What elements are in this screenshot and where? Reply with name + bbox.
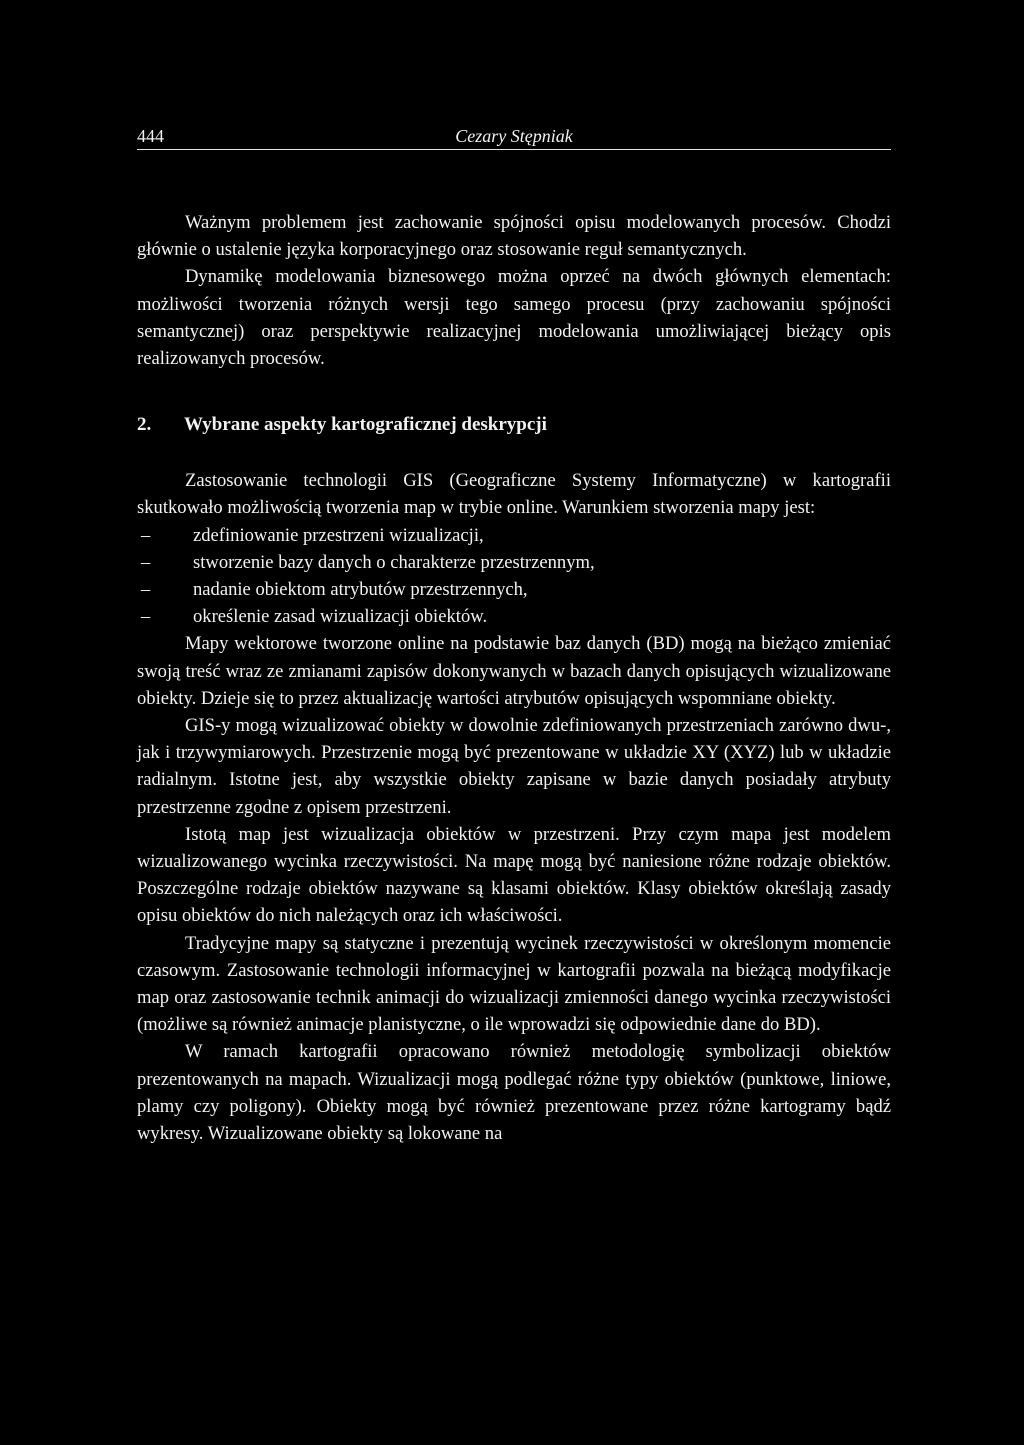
paragraph: GIS-y mogą wizualizować obiekty w dowolnie zdefiniowanych przestrzeniach zarówno dwu-, jak i trzywymiarowych. Przestrzenie mogą być prezentowane w układzie XY (XYZ) lub w układzie radialnym. Istotne jest, aby wszystkie obiekty zapisane w bazie danych posiadały atrybuty przestrzenne zgodne z opisem przestrzeni. [137, 715, 891, 818]
section-body [137, 467, 891, 1147]
running-head: Cezary Stępniak [455, 126, 573, 146]
page-header [137, 123, 891, 150]
section-title: Wybrane aspekty kartograficznej deskrypcji [184, 414, 547, 436]
section-number: 2. [137, 414, 152, 436]
list-item: – nadanie obiektom atrybutów przestrzennych, [137, 576, 891, 603]
paragraph: Zastosowanie technologii GIS (Geograficzne Systemy Informatyczne) w kartografii skutkowało możliwością tworzenia map w trybie online. Warunkiem stworzenia mapy jest: [137, 470, 891, 519]
document-page [137, 123, 891, 1147]
page-number: 444 [137, 126, 164, 146]
paragraph: Istotą map jest wizualizacja obiektów w przestrzeni. Przy czym mapa jest modelem wizualizowanego wycinka rzeczywistości. Na mapę mogą być naniesione różne rodzaje obiektów. Poszczególne rodzaje obiektów nazywane są klasami obiektów. Klasy obiektów określają zasady opisu obiektów do nich należących oraz ich właściwości. [137, 823, 891, 927]
paragraph: Mapy wektorowe tworzone online na podstawie baz danych (BD) mogą na bieżąco zmieniać swoją treść wraz ze zmianami zapisów dokonywanych w bazach danych opisujących wizualizowane obiekty. Dzieje się to przez aktualizację wartości atrybutów opisujących wspomniane obiekty. [137, 633, 891, 709]
paragraph: Tradycyjne mapy są statyczne i prezentują wycinek rzeczywistości w określonym momencie czasowym. Zastosowanie technologii informacyjnej w kartografii pozwala na bieżącą modyfikacje map oraz zastosowanie technik animacji do wizualizacji zmienności danego wycinka rzeczywistości (możliwe są również animacje planistyczne, o ile wprowadzi się odpowiednie dane do BD). [137, 932, 891, 1036]
list-item: – zdefiniowanie przestrzeni wizualizacji, [137, 522, 891, 549]
intro-block [137, 209, 891, 372]
paragraph: Dynamikę modelowania biznesowego można oprzeć na dwóch głównych elementach: możliwości tworzenia różnych wersji tego samego procesu (przy zachowaniu spójności semantycznej) oraz perspektywie realizacyjnej modelowania umożliwiającej bieżący opis realizowanych procesów. [137, 266, 891, 370]
list-item: – stworzenie bazy danych o charakterze przestrzennym, [137, 549, 891, 576]
paragraph: Ważnym problemem jest zachowanie spójności opisu modelowanych procesów. Chodzi głównie o ustalenie języka korporacyjnego oraz stosowanie reguł semantycznych. [137, 212, 891, 261]
section-heading [137, 411, 891, 439]
paragraph: W ramach kartografii opracowano również metodologię symbolizacji obiektów prezentowanych na mapach. Wizualizacji mogą podlegać różne typy obiektów (punktowe, liniowe, plamy czy poligony). Obiekty mogą być również prezentowane przez różne kartogramy bądź wykresy. Wizualizowane obiekty są lokowane na [137, 1041, 891, 1145]
list-item: – określenie zasad wizualizacji obiektów. [137, 603, 891, 630]
requirements-list [137, 522, 891, 631]
